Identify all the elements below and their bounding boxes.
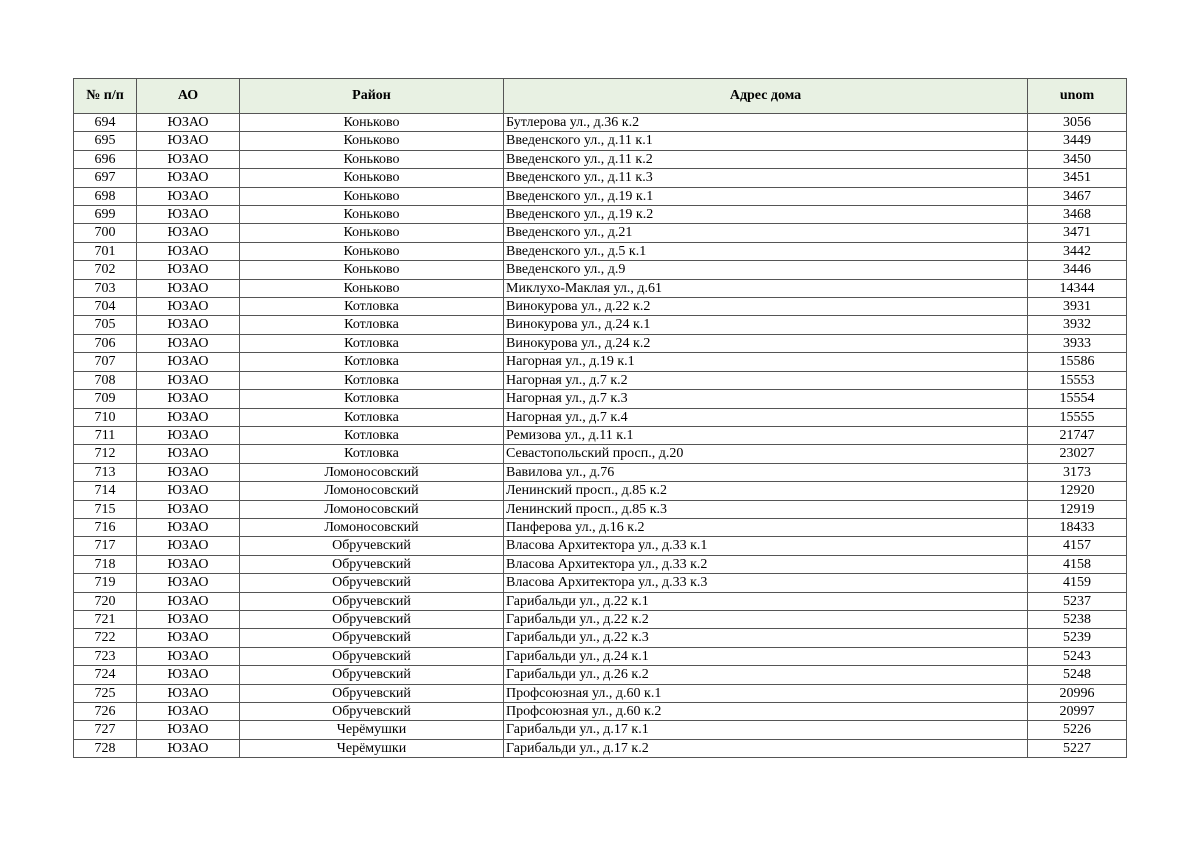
cell-unom: 20996 (1028, 684, 1127, 702)
cell-unom: 18433 (1028, 518, 1127, 536)
cell-address: Нагорная ул., д.7 к.3 (504, 390, 1028, 408)
table-row (74, 334, 1127, 352)
cell-ao: ЮЗАО (137, 371, 240, 389)
cell-district: Коньково (240, 261, 504, 279)
cell-address: Власова Архитектора ул., д.33 к.1 (504, 537, 1028, 555)
cell-district: Коньково (240, 279, 504, 297)
cell-unom: 3450 (1028, 150, 1127, 168)
cell-address: Бутлерова ул., д.36 к.2 (504, 114, 1028, 132)
cell-ao: ЮЗАО (137, 721, 240, 739)
cell-num: 703 (74, 279, 137, 297)
cell-ao: ЮЗАО (137, 169, 240, 187)
cell-ao: ЮЗАО (137, 445, 240, 463)
cell-ao: ЮЗАО (137, 187, 240, 205)
table-row (74, 537, 1127, 555)
table-header (74, 79, 1127, 114)
cell-ao: ЮЗАО (137, 518, 240, 536)
table-row (74, 390, 1127, 408)
cell-num: 707 (74, 353, 137, 371)
cell-unom: 3467 (1028, 187, 1127, 205)
cell-address: Севастопольский просп., д.20 (504, 445, 1028, 463)
cell-num: 719 (74, 574, 137, 592)
header-address: Адрес дома (504, 79, 1028, 114)
table-row (74, 555, 1127, 573)
table-row (74, 445, 1127, 463)
cell-unom: 3449 (1028, 132, 1127, 150)
cell-num: 722 (74, 629, 137, 647)
cell-ao: ЮЗАО (137, 408, 240, 426)
cell-num: 708 (74, 371, 137, 389)
cell-district: Котловка (240, 445, 504, 463)
cell-unom: 5227 (1028, 739, 1127, 757)
cell-district: Обручевский (240, 592, 504, 610)
cell-ao: ЮЗАО (137, 482, 240, 500)
cell-address: Винокурова ул., д.24 к.1 (504, 316, 1028, 334)
cell-num: 723 (74, 647, 137, 665)
cell-district: Коньково (240, 150, 504, 168)
cell-unom: 3446 (1028, 261, 1127, 279)
table-row (74, 684, 1127, 702)
cell-unom: 15554 (1028, 390, 1127, 408)
cell-ao: ЮЗАО (137, 316, 240, 334)
cell-address: Власова Архитектора ул., д.33 к.3 (504, 574, 1028, 592)
cell-unom: 20997 (1028, 703, 1127, 721)
cell-district: Коньково (240, 187, 504, 205)
table-row (74, 426, 1127, 444)
cell-district: Коньково (240, 169, 504, 187)
cell-district: Котловка (240, 316, 504, 334)
table-row (74, 371, 1127, 389)
cell-district: Обручевский (240, 555, 504, 573)
cell-unom: 5243 (1028, 647, 1127, 665)
cell-ao: ЮЗАО (137, 261, 240, 279)
cell-num: 697 (74, 169, 137, 187)
table-row (74, 482, 1127, 500)
table-row (74, 316, 1127, 334)
cell-address: Нагорная ул., д.7 к.2 (504, 371, 1028, 389)
cell-ao: ЮЗАО (137, 242, 240, 260)
cell-district: Коньково (240, 114, 504, 132)
cell-num: 712 (74, 445, 137, 463)
cell-ao: ЮЗАО (137, 463, 240, 481)
cell-num: 704 (74, 298, 137, 316)
cell-district: Ломоносовский (240, 500, 504, 518)
cell-district: Обручевский (240, 666, 504, 684)
cell-num: 721 (74, 610, 137, 628)
table-row (74, 574, 1127, 592)
cell-unom: 15555 (1028, 408, 1127, 426)
cell-district: Обручевский (240, 703, 504, 721)
cell-num: 716 (74, 518, 137, 536)
table-row (74, 408, 1127, 426)
cell-address: Введенского ул., д.9 (504, 261, 1028, 279)
cell-address: Власова Архитектора ул., д.33 к.2 (504, 555, 1028, 573)
cell-ao: ЮЗАО (137, 353, 240, 371)
cell-unom: 3932 (1028, 316, 1127, 334)
cell-unom: 4159 (1028, 574, 1127, 592)
table-body (74, 114, 1127, 758)
cell-district: Котловка (240, 334, 504, 352)
table-row (74, 703, 1127, 721)
cell-unom: 3056 (1028, 114, 1127, 132)
cell-district: Котловка (240, 353, 504, 371)
cell-district: Черёмушки (240, 739, 504, 757)
cell-ao: ЮЗАО (137, 666, 240, 684)
cell-ao: ЮЗАО (137, 537, 240, 555)
cell-ao: ЮЗАО (137, 426, 240, 444)
cell-address: Ленинский просп., д.85 к.2 (504, 482, 1028, 500)
cell-address: Гарибальди ул., д.24 к.1 (504, 647, 1028, 665)
cell-num: 702 (74, 261, 137, 279)
table-row (74, 242, 1127, 260)
table-row (74, 224, 1127, 242)
cell-num: 728 (74, 739, 137, 757)
cell-address: Винокурова ул., д.24 к.2 (504, 334, 1028, 352)
table-row (74, 187, 1127, 205)
table-row (74, 150, 1127, 168)
cell-district: Ломоносовский (240, 463, 504, 481)
cell-ao: ЮЗАО (137, 224, 240, 242)
cell-num: 710 (74, 408, 137, 426)
table-row (74, 629, 1127, 647)
cell-unom: 15586 (1028, 353, 1127, 371)
cell-unom: 5237 (1028, 592, 1127, 610)
cell-unom: 3442 (1028, 242, 1127, 260)
cell-num: 713 (74, 463, 137, 481)
cell-district: Коньково (240, 224, 504, 242)
table-row (74, 666, 1127, 684)
cell-unom: 5226 (1028, 721, 1127, 739)
cell-address: Профсоюзная ул., д.60 к.2 (504, 703, 1028, 721)
cell-unom: 23027 (1028, 445, 1127, 463)
cell-district: Котловка (240, 298, 504, 316)
cell-address: Введенского ул., д.11 к.1 (504, 132, 1028, 150)
header-ao: АО (137, 79, 240, 114)
cell-unom: 3931 (1028, 298, 1127, 316)
cell-address: Введенского ул., д.19 к.2 (504, 206, 1028, 224)
header-district: Район (240, 79, 504, 114)
cell-district: Котловка (240, 371, 504, 389)
table-row (74, 298, 1127, 316)
cell-ao: ЮЗАО (137, 703, 240, 721)
cell-district: Обручевский (240, 574, 504, 592)
cell-address: Вавилова ул., д.76 (504, 463, 1028, 481)
table-row (74, 500, 1127, 518)
cell-ao: ЮЗАО (137, 739, 240, 757)
cell-district: Коньково (240, 242, 504, 260)
cell-ao: ЮЗАО (137, 114, 240, 132)
cell-address: Введенского ул., д.19 к.1 (504, 187, 1028, 205)
cell-num: 698 (74, 187, 137, 205)
header-num: № п/п (74, 79, 137, 114)
cell-ao: ЮЗАО (137, 132, 240, 150)
cell-num: 701 (74, 242, 137, 260)
table-row (74, 518, 1127, 536)
table-row (74, 261, 1127, 279)
table-row (74, 169, 1127, 187)
cell-district: Обручевский (240, 537, 504, 555)
address-table (73, 78, 1127, 758)
table-row (74, 721, 1127, 739)
table-row (74, 206, 1127, 224)
cell-unom: 3451 (1028, 169, 1127, 187)
cell-ao: ЮЗАО (137, 298, 240, 316)
cell-ao: ЮЗАО (137, 390, 240, 408)
cell-district: Коньково (240, 206, 504, 224)
cell-address: Введенского ул., д.21 (504, 224, 1028, 242)
cell-ao: ЮЗАО (137, 500, 240, 518)
table-row (74, 132, 1127, 150)
table-row (74, 647, 1127, 665)
cell-unom: 15553 (1028, 371, 1127, 389)
cell-unom: 4157 (1028, 537, 1127, 555)
cell-ao: ЮЗАО (137, 684, 240, 702)
table-row (74, 353, 1127, 371)
cell-num: 724 (74, 666, 137, 684)
header-row (74, 79, 1127, 114)
cell-num: 700 (74, 224, 137, 242)
cell-district: Ломоносовский (240, 482, 504, 500)
table-row (74, 279, 1127, 297)
cell-address: Профсоюзная ул., д.60 к.1 (504, 684, 1028, 702)
cell-address: Ленинский просп., д.85 к.3 (504, 500, 1028, 518)
cell-num: 717 (74, 537, 137, 555)
cell-ao: ЮЗАО (137, 647, 240, 665)
cell-unom: 5238 (1028, 610, 1127, 628)
cell-ao: ЮЗАО (137, 592, 240, 610)
table-row (74, 592, 1127, 610)
cell-ao: ЮЗАО (137, 610, 240, 628)
table-row (74, 114, 1127, 132)
cell-district: Котловка (240, 426, 504, 444)
cell-address: Гарибальди ул., д.22 к.2 (504, 610, 1028, 628)
table-row (74, 610, 1127, 628)
cell-district: Обручевский (240, 684, 504, 702)
cell-num: 727 (74, 721, 137, 739)
cell-unom: 12919 (1028, 500, 1127, 518)
cell-ao: ЮЗАО (137, 150, 240, 168)
cell-address: Введенского ул., д.11 к.3 (504, 169, 1028, 187)
cell-unom: 3468 (1028, 206, 1127, 224)
cell-district: Обручевский (240, 647, 504, 665)
cell-unom: 3471 (1028, 224, 1127, 242)
cell-num: 715 (74, 500, 137, 518)
cell-address: Миклухо-Маклая ул., д.61 (504, 279, 1028, 297)
cell-unom: 5239 (1028, 629, 1127, 647)
cell-district: Обручевский (240, 629, 504, 647)
cell-address: Ремизова ул., д.11 к.1 (504, 426, 1028, 444)
cell-address: Гарибальди ул., д.17 к.1 (504, 721, 1028, 739)
cell-num: 709 (74, 390, 137, 408)
cell-num: 705 (74, 316, 137, 334)
cell-unom: 4158 (1028, 555, 1127, 573)
cell-ao: ЮЗАО (137, 279, 240, 297)
cell-address: Панферова ул., д.16 к.2 (504, 518, 1028, 536)
cell-unom: 3173 (1028, 463, 1127, 481)
cell-district: Ломоносовский (240, 518, 504, 536)
cell-address: Введенского ул., д.5 к.1 (504, 242, 1028, 260)
cell-unom: 21747 (1028, 426, 1127, 444)
table-row (74, 463, 1127, 481)
cell-unom: 12920 (1028, 482, 1127, 500)
cell-ao: ЮЗАО (137, 555, 240, 573)
cell-num: 726 (74, 703, 137, 721)
cell-district: Коньково (240, 132, 504, 150)
cell-num: 720 (74, 592, 137, 610)
cell-num: 725 (74, 684, 137, 702)
cell-address: Гарибальди ул., д.26 к.2 (504, 666, 1028, 684)
cell-num: 695 (74, 132, 137, 150)
cell-district: Черёмушки (240, 721, 504, 739)
cell-district: Котловка (240, 390, 504, 408)
cell-address: Гарибальди ул., д.22 к.1 (504, 592, 1028, 610)
cell-num: 696 (74, 150, 137, 168)
cell-address: Гарибальди ул., д.17 к.2 (504, 739, 1028, 757)
cell-address: Нагорная ул., д.19 к.1 (504, 353, 1028, 371)
cell-ao: ЮЗАО (137, 629, 240, 647)
cell-district: Котловка (240, 408, 504, 426)
cell-unom: 14344 (1028, 279, 1127, 297)
cell-ao: ЮЗАО (137, 206, 240, 224)
cell-num: 706 (74, 334, 137, 352)
cell-unom: 3933 (1028, 334, 1127, 352)
cell-address: Винокурова ул., д.22 к.2 (504, 298, 1028, 316)
cell-address: Введенского ул., д.11 к.2 (504, 150, 1028, 168)
cell-ao: ЮЗАО (137, 574, 240, 592)
cell-address: Гарибальди ул., д.22 к.3 (504, 629, 1028, 647)
cell-district: Обручевский (240, 610, 504, 628)
table-row (74, 739, 1127, 757)
cell-num: 718 (74, 555, 137, 573)
cell-num: 694 (74, 114, 137, 132)
cell-num: 711 (74, 426, 137, 444)
header-unom: unom (1028, 79, 1127, 114)
cell-ao: ЮЗАО (137, 334, 240, 352)
cell-unom: 5248 (1028, 666, 1127, 684)
cell-address: Нагорная ул., д.7 к.4 (504, 408, 1028, 426)
cell-num: 714 (74, 482, 137, 500)
cell-num: 699 (74, 206, 137, 224)
